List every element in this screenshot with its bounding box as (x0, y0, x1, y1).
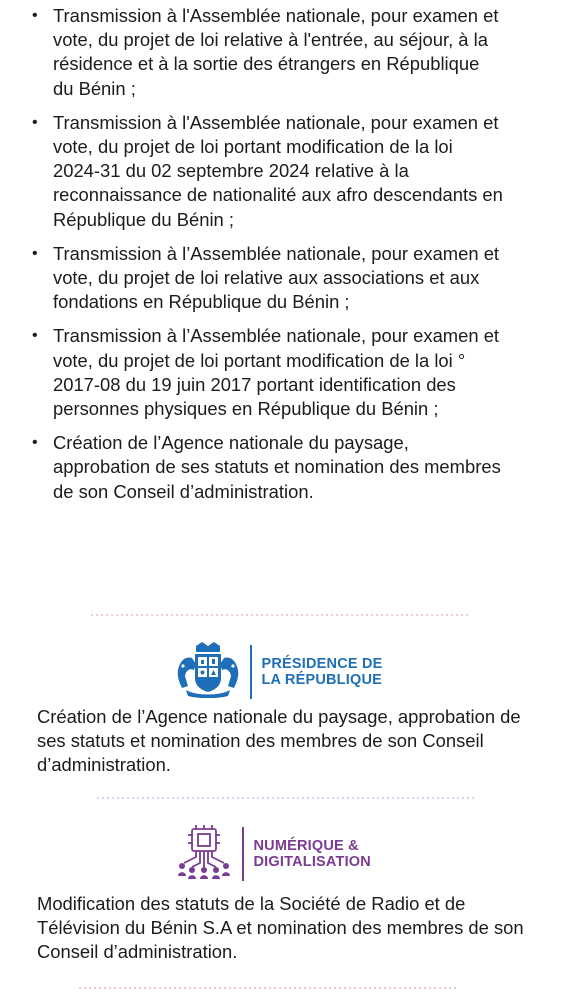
dotted-separator-graphic (0, 612, 571, 618)
logo-title (262, 656, 383, 688)
bullet-marker: • (32, 244, 38, 262)
logo-title (254, 838, 371, 870)
bullet-marker: • (32, 434, 38, 452)
logo-title-line1: NUMÉRIQUE & (253, 837, 359, 854)
bullet-marker: • (32, 7, 38, 24)
list-item-text: Création de l’Agence nationale du paysage, approbation de ses statuts et nomination des membres de son Conseil d’administration. (53, 432, 501, 502)
list-item (32, 111, 503, 232)
list-item-text: Transmission à l’Assemblée nationale, pour examen et vote, du projet de loi portant modification de la loi ° 2017-08 du 19 juin 2017 portant identification des personnes physiques en République du Bénin ; (53, 325, 500, 420)
list-item (32, 431, 503, 504)
presidence-logo (176, 640, 383, 703)
dotted-separator (0, 985, 571, 991)
chip-network-icon (176, 823, 232, 884)
dotted-separator-graphic (0, 795, 571, 801)
logo-title-line2: DIGITALISATION (253, 853, 371, 870)
logo-title-line1: PRÉSIDENCE DE (261, 655, 383, 672)
list-item (32, 242, 503, 315)
benin-coat-of-arms-icon (176, 640, 240, 703)
bullet-marker: • (32, 113, 38, 131)
logo-title-line2: LA RÉPUBLIQUE (261, 671, 382, 688)
list-item-text: Transmission à l’Assemblée nationale, pour examen et vote, du projet de loi relative aux associations et aux fondations en République du Bénin ; (53, 242, 500, 313)
list-item (32, 324, 503, 421)
section-paragraph: Création de l’Agence nationale du paysage, approbation de ses statuts et nomination des membres de son Conseil d’administration. (37, 706, 521, 776)
section-paragraph: Modification des statuts de la Société de Radio et de Télévision du Bénin S.A et nomination des membres de son Conseil d’administration. (37, 893, 524, 963)
numerique-logo (176, 823, 371, 884)
dotted-separator (0, 612, 571, 618)
dotted-separator (0, 795, 571, 801)
dotted-separator-graphic (0, 985, 571, 991)
list-item (32, 4, 503, 101)
list-item-text: Transmission à l'Assemblée nationale, pour examen et vote, du projet de loi portant modification de la loi 2024-31 du 02 septembre 2024 relative à la reconnaissance de nationalité aux afro descendants en République du Bénin ; (53, 111, 503, 230)
logo-divider (250, 645, 252, 699)
bullet-list (0, 4, 571, 514)
logo-divider (242, 827, 244, 881)
list-item-text: Transmission à l'Assemblée nationale, pour examen et vote, du projet de loi relative à l'entrée, au séjour, à la résidence et à la sortie des étrangers en République du Bénin ; (53, 5, 499, 99)
bullet-marker: • (32, 327, 38, 345)
